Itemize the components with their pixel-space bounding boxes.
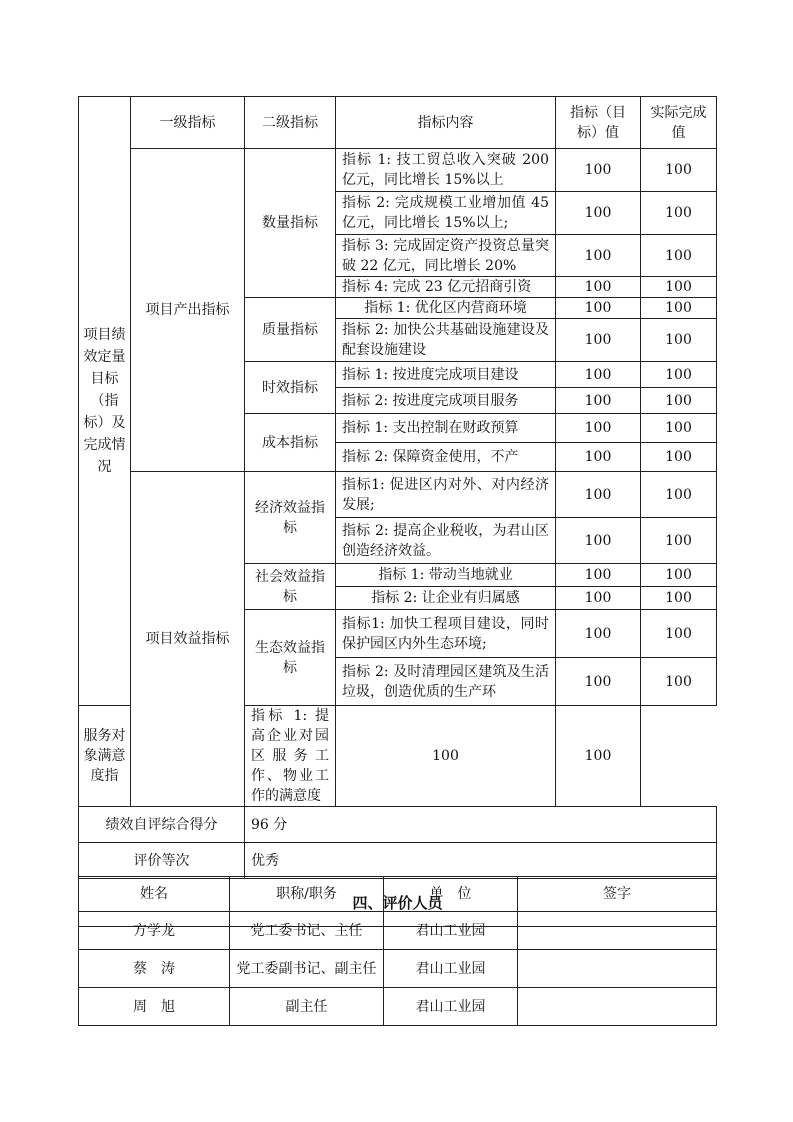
indicator-content: 指标 1: 支出控制在财政预算 bbox=[336, 414, 556, 443]
actual-value: 100 bbox=[641, 610, 717, 658]
actual-value: 100 bbox=[641, 388, 717, 414]
actual-value: 100 bbox=[641, 149, 717, 192]
header-level2: 二级指标 bbox=[245, 97, 336, 149]
indicator-content: 指标1: 加快工程项目建设，同时保护园区内外生态环境; bbox=[336, 610, 556, 658]
indicator-content: 指标 4: 完成 23 亿元招商引资 bbox=[336, 277, 556, 298]
indicator-content: 指标 1: 优化区内营商环境 bbox=[336, 298, 556, 319]
evaluator-name: 蔡 涛 bbox=[79, 950, 230, 988]
actual-value: 100 bbox=[641, 362, 717, 388]
evaluator-header-row bbox=[79, 877, 717, 912]
actual-value: 100 bbox=[641, 319, 717, 362]
actual-value: 100 bbox=[641, 443, 717, 472]
evaluator-title: 党工委书记、主任 bbox=[230, 912, 384, 950]
indicator-content: 指标 2: 保障资金使用，不产 bbox=[336, 443, 556, 472]
header-name: 姓名 bbox=[79, 877, 230, 912]
actual-value: 100 bbox=[641, 472, 717, 518]
target-value: 100 bbox=[556, 610, 641, 658]
header-target: 指标（目标）值 bbox=[556, 97, 641, 149]
target-value: 100 bbox=[556, 658, 641, 706]
target-value: 100 bbox=[556, 235, 641, 277]
target-value: 100 bbox=[556, 298, 641, 319]
timeliness-label: 时效指标 bbox=[245, 362, 336, 414]
evaluator-unit: 君山工业园 bbox=[384, 988, 518, 1026]
ecological-label: 生态效益指标 bbox=[245, 610, 336, 706]
target-value: 100 bbox=[556, 518, 641, 564]
evaluator-name: 方学龙 bbox=[79, 912, 230, 950]
actual-value: 100 bbox=[641, 518, 717, 564]
performance-indicator-table bbox=[78, 96, 717, 927]
actual-value: 100 bbox=[641, 587, 717, 610]
signature-field[interactable] bbox=[518, 950, 717, 988]
signature-field[interactable] bbox=[518, 988, 717, 1026]
target-value: 100 bbox=[556, 277, 641, 298]
indicator-content: 指标 2: 及时清理园区建筑及生活垃圾，创造优质的生产环 bbox=[336, 658, 556, 706]
quantity-label: 数量指标 bbox=[245, 149, 336, 298]
indicator-content: 指标 1: 技工贸总收入突破 200 亿元，同比增长 15%以上 bbox=[336, 149, 556, 192]
grade-value: 优秀 bbox=[245, 843, 717, 879]
section-title: 四、评价人员 bbox=[79, 879, 717, 927]
actual-value: 100 bbox=[641, 658, 717, 706]
header-row bbox=[79, 97, 717, 149]
indicator-content: 指标 2: 加快公共基础设施建设及配套设施建设 bbox=[336, 319, 556, 362]
actual-value: 100 bbox=[641, 414, 717, 443]
indicator-content: 指标1: 促进区内对外、对内经济发展; bbox=[336, 472, 556, 518]
actual-value: 100 bbox=[641, 192, 717, 235]
score-label: 绩效自评综合得分 bbox=[79, 807, 245, 843]
header-level1: 一级指标 bbox=[131, 97, 245, 149]
target-value: 100 bbox=[556, 192, 641, 235]
header-content: 指标内容 bbox=[336, 97, 556, 149]
header-title: 职称/职务 bbox=[230, 877, 384, 912]
output-label: 项目产出指标 bbox=[131, 149, 245, 472]
actual-value: 100 bbox=[641, 298, 717, 319]
target-value: 100 bbox=[556, 149, 641, 192]
grade-label: 评价等次 bbox=[79, 843, 245, 879]
target-value: 100 bbox=[336, 706, 556, 807]
evaluator-title: 党工委副书记、副主任 bbox=[230, 950, 384, 988]
target-value: 100 bbox=[556, 443, 641, 472]
signature-field[interactable] bbox=[518, 912, 717, 950]
actual-value: 100 bbox=[641, 235, 717, 277]
target-value: 100 bbox=[556, 388, 641, 414]
indicator-content: 指标 2: 完成规模工业增加值 45 亿元，同比增长 15%以上; bbox=[336, 192, 556, 235]
indicator-content: 指标 2: 按进度完成项目服务 bbox=[336, 388, 556, 414]
quality-label: 质量指标 bbox=[245, 298, 336, 362]
grade-row bbox=[79, 843, 717, 879]
table-row bbox=[79, 912, 717, 950]
benefit-label: 项目效益指标 bbox=[131, 472, 245, 807]
actual-value: 100 bbox=[641, 564, 717, 587]
evaluator-name: 周 旭 bbox=[79, 988, 230, 1026]
evaluator-unit: 君山工业园 bbox=[384, 950, 518, 988]
table-row bbox=[79, 988, 717, 1026]
cost-label: 成本指标 bbox=[245, 414, 336, 472]
indicator-content: 指标 1: 带动当地就业 bbox=[336, 564, 556, 587]
indicator-content: 指标 1: 按进度完成项目建设 bbox=[336, 362, 556, 388]
indicator-content: 指标 2: 提高企业税收，为君山区创造经济效益。 bbox=[336, 518, 556, 564]
evaluator-title: 副主任 bbox=[230, 988, 384, 1026]
evaluator-unit: 君山工业园 bbox=[384, 912, 518, 950]
target-value: 100 bbox=[556, 362, 641, 388]
actual-value: 100 bbox=[556, 706, 641, 807]
target-value: 100 bbox=[556, 472, 641, 518]
score-row bbox=[79, 807, 717, 843]
table-row bbox=[79, 472, 717, 518]
social-label: 社会效益指标 bbox=[245, 564, 336, 610]
target-value: 100 bbox=[556, 414, 641, 443]
satisfaction-label: 服务对象满意度指 bbox=[79, 706, 131, 807]
target-value: 100 bbox=[556, 319, 641, 362]
side-label: 项目绩效定量目标（指标）及完成情况 bbox=[79, 97, 131, 706]
table-row bbox=[79, 149, 717, 192]
indicator-content: 指标 3: 完成固定资产投资总量突破 22 亿元，同比增长 20% bbox=[336, 235, 556, 277]
header-actual: 实际完成值 bbox=[641, 97, 717, 149]
indicator-content: 指标 2: 让企业有归属感 bbox=[336, 587, 556, 610]
score-value: 96 分 bbox=[245, 807, 717, 843]
table-row bbox=[79, 950, 717, 988]
economic-label: 经济效益指标 bbox=[245, 472, 336, 564]
evaluator-table bbox=[78, 876, 717, 1026]
target-value: 100 bbox=[556, 564, 641, 587]
target-value: 100 bbox=[556, 587, 641, 610]
indicator-content: 指标 1: 提高企业对园区服务工作、物业工作的满意度 bbox=[245, 706, 336, 807]
actual-value: 100 bbox=[641, 277, 717, 298]
header-unit: 单 位 bbox=[384, 877, 518, 912]
header-signature: 签字 bbox=[518, 877, 717, 912]
